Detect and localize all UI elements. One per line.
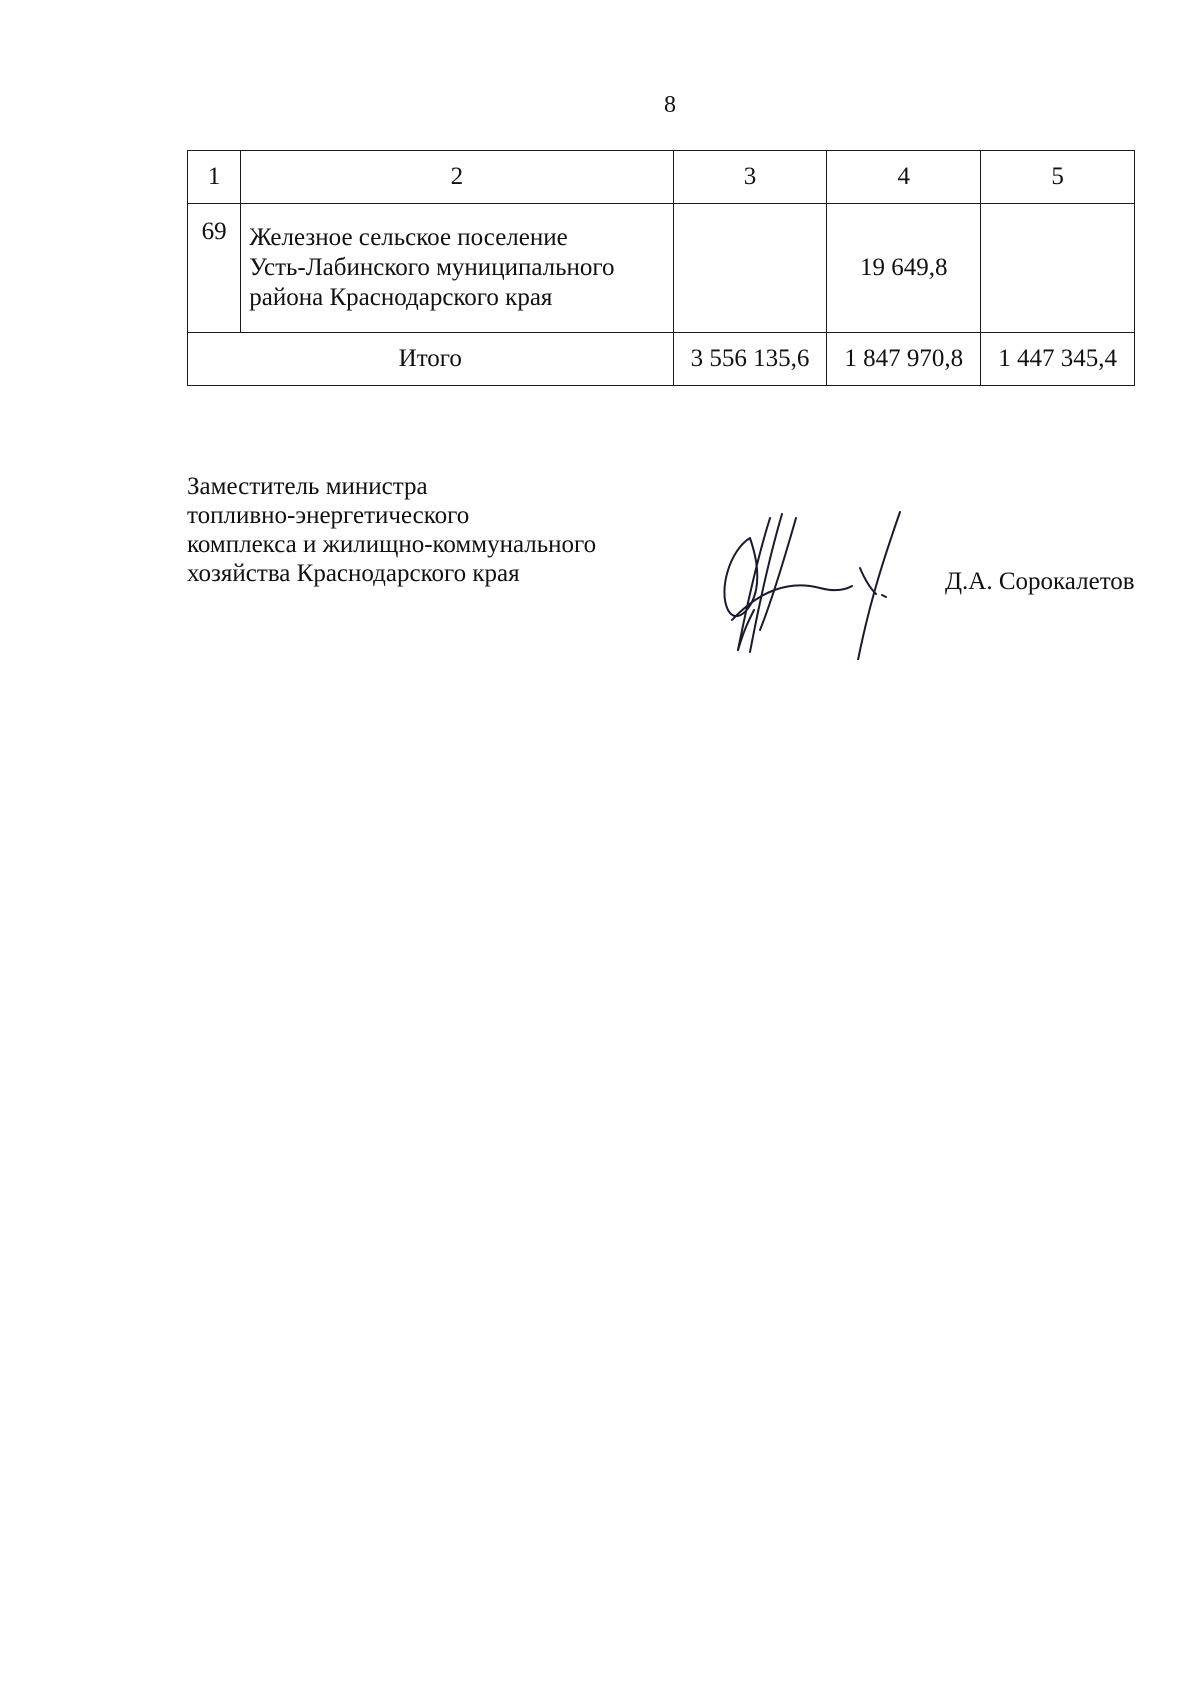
row-number-cell: 69	[188, 204, 241, 333]
total-col3-cell: 3 556 135,6	[673, 333, 827, 386]
header-cell-5: 5	[981, 151, 1135, 204]
total-col4-cell: 1 847 970,8	[827, 333, 981, 386]
row-col5-cell	[981, 204, 1135, 333]
signatory-title-line: комплекса и жилищно-коммунального	[187, 531, 597, 558]
signatory-title	[187, 472, 596, 588]
table-header-row	[188, 151, 1135, 204]
table-total-row	[188, 333, 1135, 386]
header-cell-3: 3	[673, 151, 827, 204]
signatory-title-line: Заместитель министра	[187, 473, 428, 500]
page-number: 8	[664, 92, 676, 118]
total-label-cell: Итого	[188, 333, 674, 386]
table-row	[188, 204, 1135, 333]
header-cell-2: 2	[241, 151, 673, 204]
header-cell-4: 4	[827, 151, 981, 204]
row-name-line: Железное сельское поселение	[249, 224, 568, 251]
signatory-title-line: хозяйства Краснодарского края	[187, 560, 520, 587]
data-table	[187, 150, 1135, 386]
handwritten-signature	[710, 510, 910, 660]
row-name-line: района Краснодарского края	[249, 284, 553, 311]
row-col4-cell: 19 649,8	[827, 204, 981, 333]
header-cell-1: 1	[188, 151, 241, 204]
signatory-title-line: топливно-энергетического	[187, 502, 470, 529]
row-name-line: Усть-Лабинского муниципального	[249, 254, 615, 281]
total-col5-cell: 1 447 345,4	[981, 333, 1135, 386]
signatory-name: Д.А. Сорокалетов	[945, 568, 1135, 595]
row-col3-cell	[673, 204, 827, 333]
row-name-cell	[241, 204, 673, 333]
